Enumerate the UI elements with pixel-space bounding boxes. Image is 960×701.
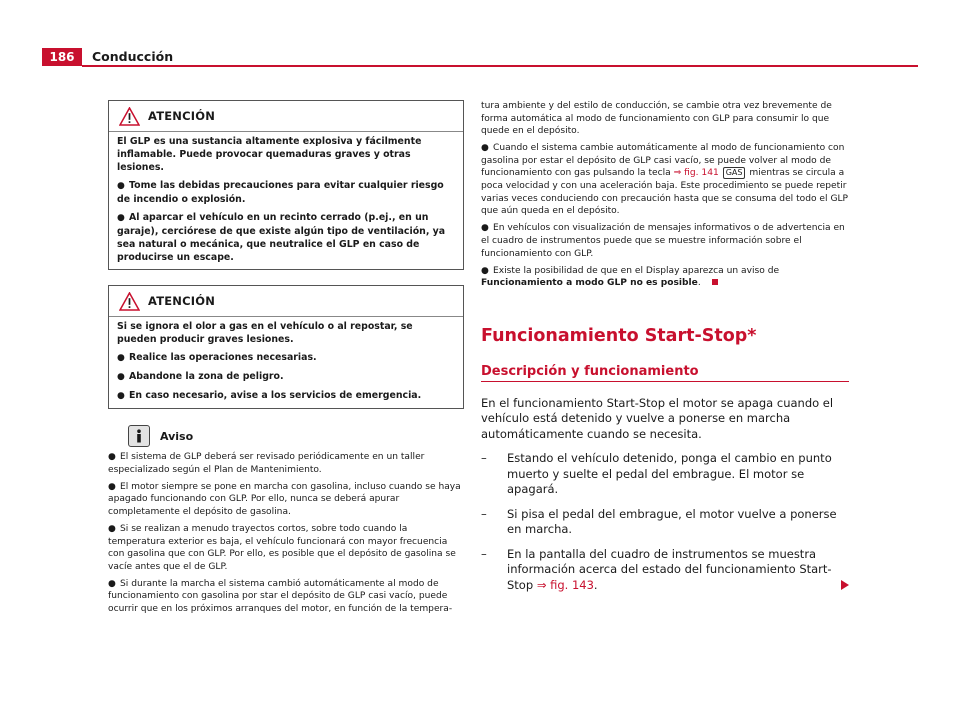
right-column [481, 100, 849, 602]
dash-marker: – [481, 546, 487, 561]
bullet: ● [117, 181, 125, 191]
warning-box-gas-smell [108, 285, 464, 409]
step-item: – Si pisa el pedal del embrague, el motor vuelve a ponerse en marcha. [481, 506, 837, 537]
note-header [108, 424, 464, 448]
info-note-icon [128, 425, 150, 447]
bullet: ● [117, 213, 125, 223]
figure-link[interactable]: ⇒ fig. 141 [673, 168, 719, 179]
warning-item: ● En caso necesario, avise a los servicios de emergencia. [117, 390, 422, 401]
warning-item: ● Al aparcar el vehículo en un recinto cerrado (p.ej., en un garaje), cerciórese de que existe algún tipo de ventilación, ya sea natural o mecánica, que neutralice el GLP en caso de producirse un escape. [117, 212, 446, 263]
next-page-arrow-icon [841, 580, 849, 590]
dash-marker: – [481, 451, 487, 466]
warning-title: ATENCIÓN [148, 109, 216, 123]
note-body [108, 451, 464, 616]
note-title: Aviso [160, 429, 194, 443]
subsection-title: Descripción y funcionamiento [481, 363, 699, 379]
start-stop-body [481, 396, 849, 594]
display-message: Funcionamiento a modo GLP no es posible [481, 278, 698, 289]
note-item: ● Cuando el sistema cambie automáticamente al modo de funcionamiento con gasolina por estar el depósito de GLP casi vacío, se puede volver al modo de funcionamiento con gas pulsando la tecla ⇒ fig. 141 GAS mientras se circula a poca velocidad y con una aceleración baja. Este procedimiento se puede repetir varias veces conduciendo con precaución hasta que se consuma del todo el GLP que aún queda en el depósito. [481, 143, 849, 217]
bullet: ● [481, 265, 489, 276]
gas-key-label: GAS [723, 167, 746, 179]
left-column [108, 100, 464, 620]
warning-intro: El GLP es una sustancia altamente explosiva y fácilmente inflamable. Puede provocar quemaduras graves y otras lesiones. [117, 136, 422, 173]
note-item: ● El sistema de GLP deberá ser revisado periódicamente en un taller especializado según el Plan de Mantenimiento. [108, 452, 425, 475]
warning-title: ATENCIÓN [148, 294, 216, 308]
bullet: ● [108, 452, 116, 462]
note-item: ● Existe la posibilidad de que en el Display aparezca un aviso de Funcionamiento a modo GLP no es posible. [481, 265, 780, 289]
warning-header [109, 101, 463, 132]
info-i-icon [133, 429, 145, 443]
note-continuation [481, 100, 849, 290]
warning-box-glp [108, 100, 464, 270]
warning-item: ● Realice las operaciones necesarias. [117, 352, 317, 363]
end-of-section-icon [712, 279, 718, 285]
subsection-heading [481, 360, 849, 382]
note-item: ● El motor siempre se pone en marcha con gasolina, incluso cuando se haya apagado funcionando con GLP. Por ello, nunca se deberá apurar completamente el depósito de gasolina. [108, 481, 461, 517]
bullet: ● [117, 391, 125, 401]
warning-triangle-icon [119, 107, 140, 126]
warning-triangle-icon [119, 292, 140, 311]
note-item: ● En vehículos con visualización de mensajes informativos o de advertencia en el cuadro de instrumentos puede que se muestre información sobre el funcionamiento con GLP. [481, 223, 845, 259]
continuation-text: tura ambiente y del estilo de conducción, se cambie otra vez brevemente de forma automática al modo de funcionamiento con GLP para consumir lo que quede en el depósito. [481, 101, 832, 137]
warning-header [109, 286, 463, 317]
bullet: ● [117, 372, 125, 382]
warning-intro: Si se ignora el olor a gas en el vehículo o al repostar, se pueden producir graves lesiones. [117, 321, 413, 345]
page-header [42, 48, 918, 66]
intro-paragraph: En el funcionamiento Start-Stop el motor se apaga cuando el vehículo está detenido y vuelve a ponerse en marcha automáticamente cuando se necesita. [481, 395, 834, 441]
note-item: ● Si durante la marcha el sistema cambió automáticamente al modo de funcionamiento con gasolina por star el depósito de GLP casi vacío, puede ocurrir que en los próximos arranques del motor, en función de la tempera- [108, 578, 453, 615]
bullet: ● [108, 578, 116, 589]
bullet: ● [117, 353, 125, 363]
section-title: Funcionamiento Start-Stop* [481, 325, 757, 346]
step-item: – Estando el vehículo detenido, ponga el cambio en punto muerto y suelte el pedal del embrague. El motor se apagará. [481, 451, 832, 497]
chapter-title: Conducción [92, 49, 174, 64]
warning-body [109, 132, 463, 269]
bullet: ● [481, 223, 489, 234]
page-number: 186 [42, 48, 82, 66]
figure-link[interactable]: ⇒ fig. 143 [536, 577, 594, 592]
dash-marker: – [481, 506, 487, 521]
warning-body [109, 317, 463, 408]
warning-item: ● Abandone la zona de peligro. [117, 371, 284, 382]
note-item: ● Si se realizan a menudo trayectos cortos, sobre todo cuando la temperatura exterior es baja, el vehículo funcionará con mayor frecuencia con gasolina que con GLP. Por ello, es posible que el depósito de gasolina se vacíe antes que el de GLP. [108, 523, 456, 572]
header-rule [82, 65, 918, 67]
bullet: ● [108, 523, 116, 534]
bullet: ● [108, 481, 116, 492]
warning-item: ● Tome las debidas precauciones para evitar cualquier riesgo de incendio o explosión. [117, 180, 444, 205]
step-item: – En la pantalla del cuadro de instrumentos se muestra información acerca del estado del funcionamiento Start-Stop ⇒ fig. 143. [481, 546, 832, 592]
bullet: ● [481, 143, 489, 154]
